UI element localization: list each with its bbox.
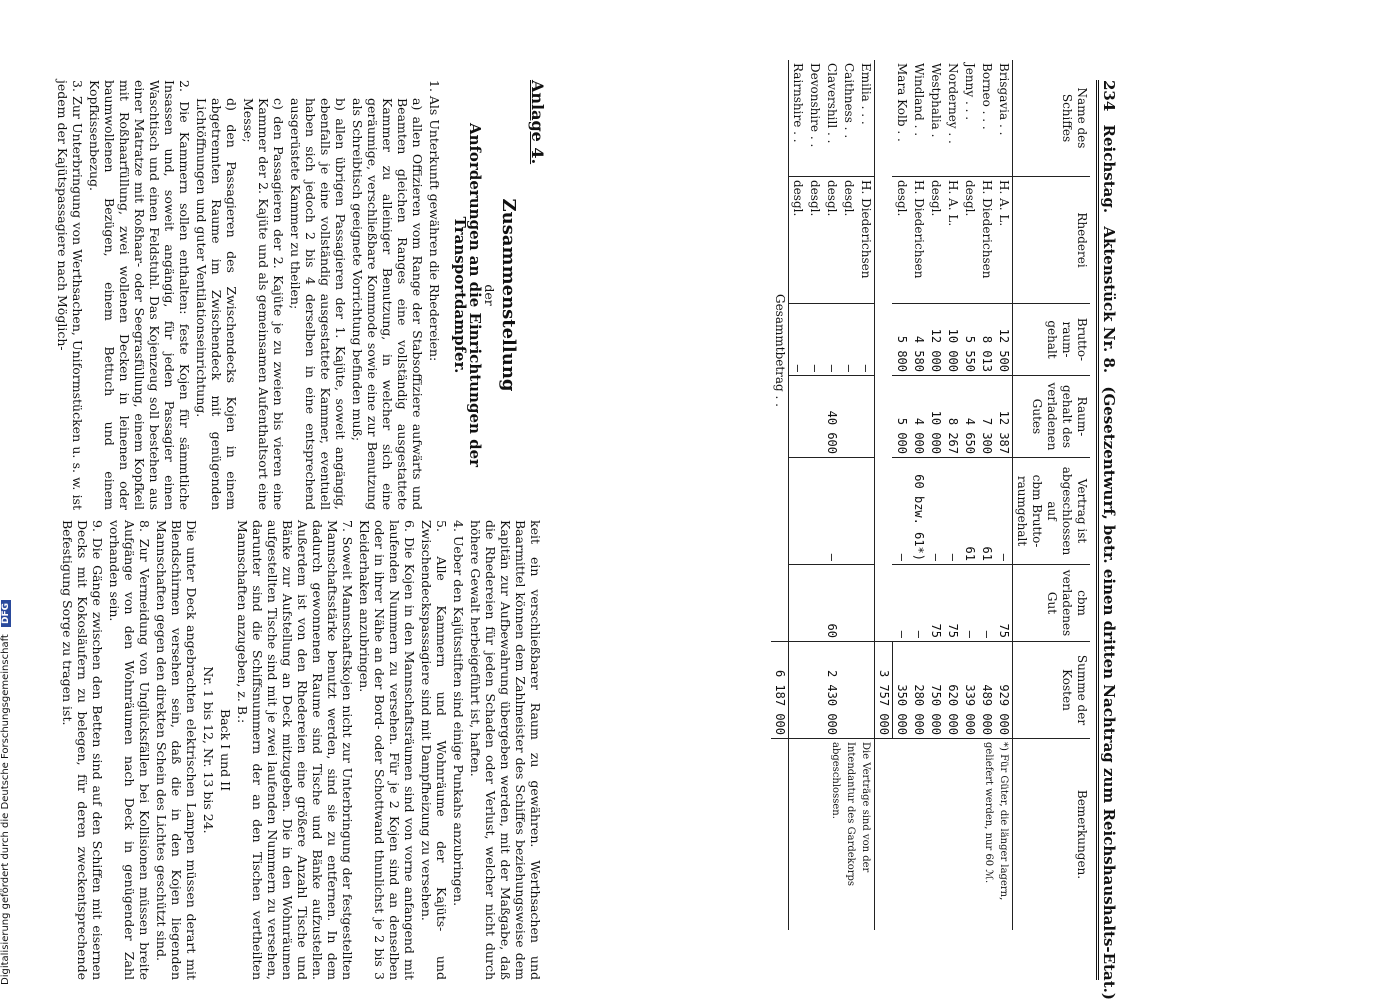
- text-item: 4. Ueber den Kajütsstiften sind einige Punkahs anzubringen.: [451, 520, 466, 907]
- vertrag-brutto-cell: 60 bzw. 61*): [910, 458, 927, 565]
- vertrag-gut-cell: 75: [927, 565, 944, 642]
- rhederei-cell: H. A. L.: [995, 177, 1013, 304]
- vertrag-gut-cell: —: [978, 565, 995, 642]
- ship-name: Devonshire . .: [808, 63, 822, 148]
- raumgehalt-cell: 10 000: [927, 376, 944, 458]
- anlage-label: Anlage 4.: [528, 80, 547, 165]
- footnote: *) Für Güter, die länger lagern, geliefert werden, nur 60 ℳ.: [893, 739, 1013, 931]
- col-brutto: Brutto-raum-gehalt: [1013, 304, 1091, 376]
- text-item: Nr. 1 bis 12, Nr. 13 bis 24.: [201, 666, 216, 834]
- summe-cell: 339 000: [961, 642, 978, 739]
- vertrag-gut-cell: —: [910, 565, 927, 642]
- summe-cell: 750 000: [927, 642, 944, 739]
- col-name: Name des Schiffes: [1013, 60, 1091, 177]
- summe-cell: 620 000: [944, 642, 961, 739]
- rhederei-cell: H. Diederichsen: [857, 177, 875, 304]
- group2-vertrag-gut: 60: [789, 565, 875, 642]
- ship-name: Borneo . . .: [980, 63, 994, 130]
- vertrag-brutto-cell: —: [927, 458, 944, 565]
- brutto-cell: 8 013: [978, 304, 995, 376]
- rhederei-cell: desgl.: [789, 177, 807, 304]
- rhederei-cell: H. Diederichsen: [978, 177, 995, 304]
- ship-name: Mara Kolb . .: [895, 63, 909, 142]
- rhederei-cell: H. Diederichsen: [910, 177, 927, 304]
- rhederei-cell: desgl.: [927, 177, 944, 304]
- vertrag-brutto-cell: —: [944, 458, 961, 565]
- raumgehalt-cell: 5 000: [893, 376, 911, 458]
- header-title: (Gesetzentwurf, betr. einen dritten Nachtrag zum Reichshaushalts-Etat.): [1100, 386, 1118, 1000]
- anlage-title: Zusammenstellung: [498, 198, 519, 392]
- gesamt-value: 6 187 000: [771, 642, 789, 739]
- brutto-cell: —: [789, 304, 807, 376]
- col-bemerkungen: Bemerkungen.: [1013, 739, 1091, 931]
- brutto-cell: —: [857, 304, 875, 376]
- brutto-cell: —: [840, 304, 857, 376]
- header-aktenstueck: Aktenstück Nr. 8.: [1100, 226, 1118, 374]
- ship-name: Clavershill . .: [825, 63, 839, 144]
- vertrag-brutto-cell: 61: [978, 458, 995, 565]
- group1-total-row: [875, 60, 893, 930]
- raumgehalt-cell: 4 650: [961, 376, 978, 458]
- raumgehalt-cell: 4 000: [910, 376, 927, 458]
- text-item: Die unter Deck angebrachten elektrischen Lampen müssen derart mit Blendschirmen versehen sein, daß die in den Kojen liegenden Mannschaften gegen den direkten Schein des Lichtes geschützt sind.: [154, 520, 199, 980]
- dfg-logo-icon: DFG: [1, 600, 11, 627]
- group2-summe: 2 430 000: [789, 642, 875, 739]
- text-item: b) allen übrigen Passagieren der 1. Kajüte, soweit angängig, ebenfalls je eine vollständig ausgestattete Kammer, eventuell haben sich jedoch 2 bis 4 derselben in eine entsprechend ausgerüstete Kammer zu theilen;: [288, 98, 348, 510]
- raumgehalt-cell: 12 387: [995, 376, 1013, 458]
- rhederei-cell: desgl.: [806, 177, 823, 304]
- vertrag-gut-cell: 75: [995, 565, 1013, 642]
- vertrag-gut-cell: —: [893, 565, 911, 642]
- page-header: [1096, 80, 1118, 1000]
- brutto-cell: 5 800: [893, 304, 911, 376]
- ship-name: Emilia . . .: [857, 60, 875, 177]
- text-item: 3. Zur Unterbringung von Werthsachen, Uniformstücken u. s. w. ist jedem der Kajütspassagiere nach Möglich-: [55, 80, 85, 510]
- group1-total: 3 757 000: [875, 642, 893, 739]
- gesamt-label: Gesammtbetrag . .: [771, 60, 789, 642]
- text-item: 8. Zur Vermeidung von Unglücksfällen bei Kollisionen müssen breite Aufgänge von den Wohnräumen nach Deck in genügender Zahl vorhanden sein.: [107, 520, 152, 980]
- left-items: [55, 80, 442, 510]
- brutto-cell: 5 550: [961, 304, 978, 376]
- vertrag-brutto-cell: 61: [961, 458, 978, 565]
- col-raumgehalt: Raum-gehalt des verladenen Gutes: [1013, 376, 1091, 458]
- text-item: 2. Die Kammern sollen enthalten: feste Kojen für sämmtliche Insassen und, soweit angängig, für jeden Passagier einen Waschtisch und einen Feldstuhl. Das Kojenzeug soll bestehen aus einer Matratze mit Roßhaar- oder Seegrasfüllung, einem Kopfkeil mit Roßhaarfüllung, zwei wollenen Decken in leinenen oder baumwollenen Bezügen, einem Bettuch und einem Kopfkissenbezug.: [87, 80, 192, 510]
- anlage-subtitle: Anforderungen an die Einrichtungen der Transportdampfer.: [451, 122, 484, 468]
- col-summe: Summe der Kosten: [1013, 642, 1091, 739]
- ship-name: Rairnshire . .: [791, 63, 805, 143]
- text-item: 7. Soweit Mannschaftskojen nicht zur Unterbringung der festgestellten Mannschaftsstärke benutzt werden, sind sie zu entfernen. In dem dadurch gewonnenen Raume sind Tische und Bänke aufzustellen. Außerdem ist von den Rhedereien eine größere Anzahl Tische und Bänke zur Aufstellung an Deck mitzugeben. Die in den Wohnräumen aufgestellten Tische sind mit je zwei laufenden Nummern zu versehen, darunter sind die Schiffsnummern der an den Tischen vertheilten Mannschaften anzugeben, z. B.:: [235, 520, 355, 980]
- summe-cell: 489 000: [978, 642, 995, 739]
- text-item: 5. Alle Kammern und Wohnräume der Kajüts- und Zwischendeckspassagiere sind mit Dampfheizung zu versehen.: [419, 520, 449, 980]
- ship-name: Westphalia .: [929, 63, 943, 138]
- anlage-der: der: [482, 284, 497, 306]
- vertrag-brutto-cell: —: [893, 458, 911, 565]
- col-cbm-gut: cbm verladenes Gut: [1013, 565, 1091, 642]
- ship-name: Caithness . .: [842, 63, 856, 139]
- vertrag-brutto-cell: —: [995, 458, 1013, 565]
- brutto-cell: 12 500: [995, 304, 1013, 376]
- col-vertrag-brutto: [1013, 458, 1091, 565]
- dfg-credit: [0, 600, 11, 985]
- brutto-cell: —: [823, 304, 840, 376]
- rhederei-cell: H. A. L.: [944, 177, 961, 304]
- rhederei-cell: desgl.: [823, 177, 840, 304]
- right-items: [60, 520, 543, 980]
- text-item: a) allen Offizieren vom Range der Stabsoffiziere aufwärts und Beamten gleichen Ranges eine vollständig ausgestattete Kammer zu alleiniger Benutzung, in welcher sich eine geräumige, verschließbare Kommode sowie eine zur Benutzung als Schreibtisch geeignete Vorrichtung befinden muß;: [350, 98, 425, 510]
- text-item: keit ein verschließbarer Raum zu gewähren. Werthsachen und Baarmittel können dem Zahlmeister des Schiffes beziehungsweise dem Kapitän zur Aufbewahrung übergeben werden, mit der Maßgabe, daß die Rhedereien für jeden Schaden oder Verlust, welcher nicht durch höhere Gewalt herbeigeführt ist, haften.: [468, 520, 543, 980]
- ship-name: Jenny . . .: [963, 63, 977, 121]
- summe-cell: 350 000: [893, 642, 911, 739]
- table-row: [995, 60, 1013, 930]
- col-vertrag-group: Vertrag ist abgeschlossen auf: [1045, 466, 1089, 556]
- text-item: 9. Die Gänge zwischen den Betten sind auf den Schiffen mit eisernen Decks mit Kokosläufern zu belegen, für deren zweckentsprechende Befestigung Sorge zu tragen ist.: [60, 520, 105, 980]
- ship-name: Brisgavia . .: [997, 63, 1011, 136]
- ship-name: Windland . .: [912, 63, 926, 137]
- ship-name: Norderney . .: [946, 63, 960, 144]
- raumgehalt-cell: 7 300: [978, 376, 995, 458]
- brutto-cell: 12 000: [927, 304, 944, 376]
- summe-cell: 280 000: [910, 642, 927, 739]
- rhederei-cell: desgl.: [961, 177, 978, 304]
- group2-raumgehalt: 40 600: [789, 376, 875, 458]
- col-rhederei: Rhederei: [1013, 177, 1091, 304]
- vertrag-gut-cell: —: [961, 565, 978, 642]
- text-item: 6. Die Kojen in den Mannschaftsräumen sind von vorne anfangend mit laufenden Nummern zu versehen. Für je 2 Kojen sind an denselben oder in ihrer Nähe an der Bord- oder Schottwand thunlichst je 2 bis 3 Kleiderhaken anzubringen.: [357, 520, 417, 980]
- rhederei-cell: desgl.: [840, 177, 857, 304]
- text-item: c) den Passagieren der 2. Kajüte je zu zweien bis vieren eine Kammer der 2. Kajüte und als gemeinsamen Aufenthaltsort eine Messe;: [241, 98, 286, 510]
- header-reichstag: Reichstag.: [1100, 124, 1118, 214]
- brutto-cell: —: [806, 304, 823, 376]
- vertrag-gut-cell: 75: [944, 565, 961, 642]
- col-cbm-brutto: cbm Brutto-raumgehalt: [1015, 474, 1044, 548]
- group2-note: Die Verträge sind von der Intendantur des Gardekorps abgeschlossen.: [789, 739, 875, 931]
- brutto-cell: 10 000: [944, 304, 961, 376]
- summe-cell: 929 000: [995, 642, 1013, 739]
- table-row: [857, 60, 875, 930]
- group2-vertrag-brutto: —: [789, 458, 875, 565]
- rhederei-cell: desgl.: [893, 177, 911, 304]
- text-item: d) den Passagieren des Zwischendecks Kojen in einem abgetrennten Raume im Zwischendeck mit genügenden Lichtöffnungen und guter Ventilationseinrichtung.: [194, 98, 239, 510]
- left-column: [53, 80, 545, 510]
- brutto-cell: 4 580: [910, 304, 927, 376]
- text-item: Back I und II: [218, 708, 233, 792]
- credit-text: Digitalisierung gefördert durch die Deutsche Forschungsgemeinschaft: [0, 634, 11, 985]
- materials-table: [771, 60, 1090, 930]
- right-column: [58, 520, 545, 980]
- text-item: 1. Als Unterkunft gewähren die Rhedereien:: [427, 80, 442, 362]
- page-number: 234: [1100, 80, 1118, 112]
- raumgehalt-cell: 8 267: [944, 376, 961, 458]
